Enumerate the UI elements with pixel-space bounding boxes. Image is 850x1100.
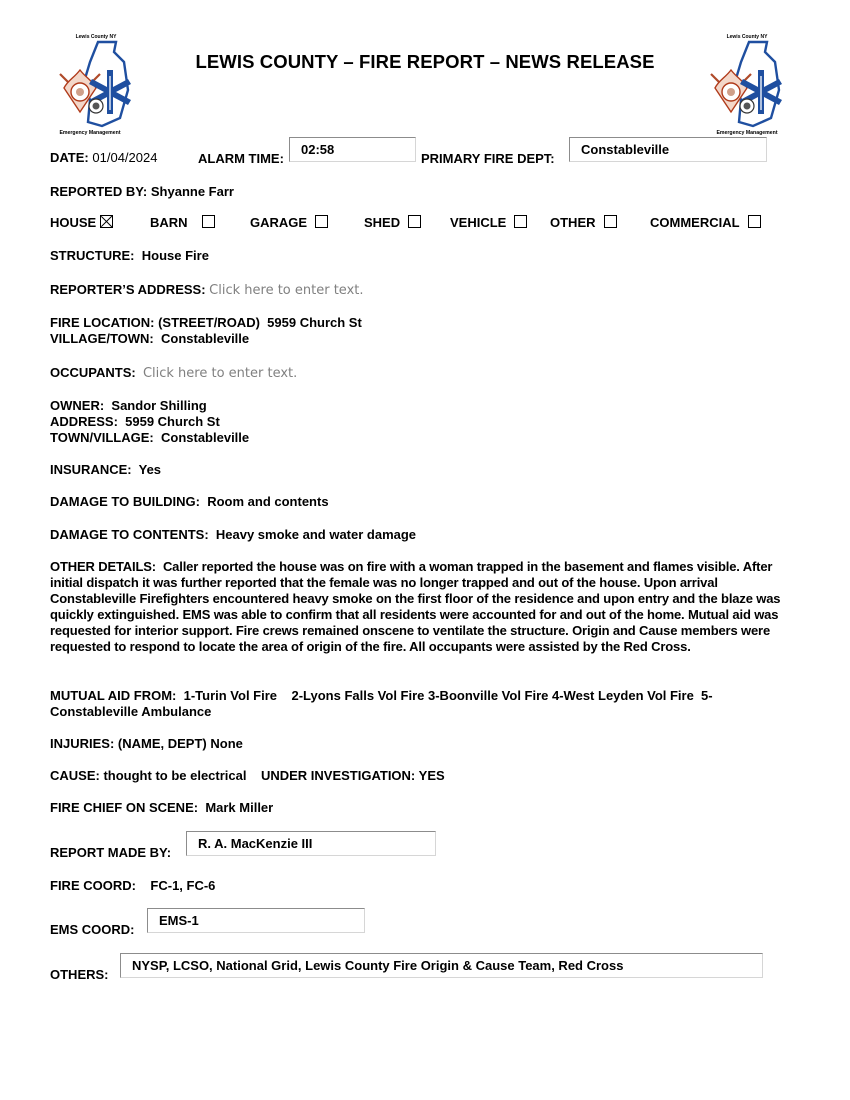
emergency-management-logo-left: [50, 30, 140, 138]
fire-location-value: 5959 Church St: [267, 315, 362, 330]
checkbox-house[interactable]: [50, 215, 113, 230]
checkbox-shed[interactable]: [364, 215, 421, 230]
ems-coord-label: EMS COORD:: [50, 922, 135, 937]
logo-top-text: Lewis County NY: [75, 34, 117, 40]
injuries-value: None: [210, 736, 243, 751]
fire-chief-value: Mark Miller: [205, 800, 274, 815]
checkbox-empty-icon[interactable]: [604, 215, 617, 228]
owner-address-row: [50, 414, 220, 430]
checkbox-vehicle[interactable]: [450, 215, 527, 230]
checkbox-empty-icon[interactable]: [202, 215, 215, 228]
cause-label: CAUSE:: [50, 768, 100, 783]
date-value: 01/04/2024: [92, 150, 158, 165]
mutual-aid-value: 1-Turin Vol Fire 2-Lyons Falls Vol Fire 3-Boonville Vol Fire 4-West Leyden Vol Fire 5-Constableville Ambulance: [50, 688, 713, 720]
logo-top-text: Lewis County NY: [726, 34, 768, 40]
checkbox-empty-icon[interactable]: [408, 215, 421, 228]
checkbox-label: SHED: [364, 215, 401, 230]
occupants-row: [50, 365, 297, 382]
primary-dept-label: PRIMARY FIRE DEPT:: [421, 151, 555, 166]
damage-contents-row: [50, 527, 416, 543]
checkbox-label: VEHICLE: [450, 215, 507, 230]
checkbox-label: HOUSE: [50, 215, 97, 230]
checkbox-garage[interactable]: [250, 215, 328, 230]
ems-coord-field[interactable]: EMS-1: [147, 908, 365, 933]
owner-value: Sandor Shilling: [111, 398, 207, 413]
checkbox-other[interactable]: [550, 215, 617, 230]
logo-bottom-text: Emergency Management: [59, 130, 121, 136]
owner-address-value: 5959 Church St: [125, 414, 220, 429]
reporter-address-label: REPORTER’S ADDRESS:: [50, 282, 206, 297]
owner-address-label: ADDRESS:: [50, 414, 118, 429]
damage-building-value: Room and contents: [207, 494, 329, 509]
owner-label: OWNER:: [50, 398, 105, 413]
report-made-by-field[interactable]: R. A. MacKenzie III: [186, 831, 436, 856]
fire-coord-value: FC-1, FC-6: [150, 878, 216, 893]
checkbox-barn[interactable]: [150, 215, 215, 230]
village-town-row: [50, 331, 249, 347]
structure-row: [50, 248, 209, 264]
reported-by-row: [50, 184, 234, 200]
cause-row: [50, 768, 445, 784]
fire-chief-label: FIRE CHIEF ON SCENE:: [50, 800, 199, 815]
logo-bottom-text: Emergency Management: [716, 130, 778, 136]
insurance-label: INSURANCE:: [50, 462, 132, 477]
investigation-label: UNDER INVESTIGATION:: [260, 768, 416, 783]
checkbox-label: GARAGE: [250, 215, 308, 230]
checkbox-checked-icon[interactable]: [100, 215, 113, 228]
other-details-paragraph: [50, 559, 802, 656]
emergency-management-logo-right: [701, 30, 791, 138]
reporter-address-field[interactable]: Click here to enter text.: [209, 283, 364, 298]
injuries-row: [50, 736, 243, 752]
mutual-aid-paragraph: [50, 688, 785, 720]
structure-label: STRUCTURE:: [50, 248, 135, 263]
checkbox-commercial[interactable]: [650, 215, 761, 230]
damage-building-row: [50, 494, 329, 510]
owner-row: [50, 398, 207, 414]
others-label: OTHERS:: [50, 967, 109, 982]
fire-coord-label: FIRE COORD:: [50, 878, 136, 893]
checkbox-empty-icon[interactable]: [315, 215, 328, 228]
page-title: LEWIS COUNTY – FIRE REPORT – NEWS RELEASE: [195, 51, 655, 72]
fire-chief-row: [50, 800, 273, 816]
checkbox-label: BARN: [150, 215, 188, 230]
reported-by-value: Shyanne Farr: [150, 184, 234, 199]
checkbox-empty-icon[interactable]: [514, 215, 527, 228]
insurance-value: Yes: [138, 462, 162, 477]
village-town-label: VILLAGE/TOWN:: [50, 331, 154, 346]
alarm-time-field[interactable]: 02:58: [289, 137, 416, 162]
reporter-address-row: [50, 282, 364, 299]
others-field[interactable]: NYSP, LCSO, National Grid, Lewis County Fire Origin & Cause Team, Red Cross: [120, 953, 763, 978]
report-made-by-label: REPORT MADE BY:: [50, 845, 172, 860]
checkbox-label: COMMERCIAL: [650, 215, 740, 230]
occupants-field[interactable]: Click here to enter text.: [142, 366, 298, 381]
logo-emblem: [701, 30, 791, 138]
damage-contents-label: DAMAGE TO CONTENTS:: [50, 527, 209, 542]
occupants-label: OCCUPANTS:: [50, 365, 136, 380]
structure-type-checkboxes: [50, 215, 780, 233]
damage-contents-value: Heavy smoke and water damage: [215, 527, 417, 542]
primary-dept-field[interactable]: Constableville: [569, 137, 767, 162]
other-details-value: Caller reported the house was on fire with a woman trapped in the basement and flames visible. After initial dispatch it was further reported that the female was no longer trapped and out of the house. Upon arrival Constableville Firefighters encountered heavy smoke on the first floor of the residence and upon entry and the blaze was quickly extinguished. EMS was able to confirm that all residents were accounted for and out of the home. Mutual aid was requested for interior support. Fire crews remained onscene to ventilate the structure. Origin and Cause members were requested to respond to locate the area of origin of the fire. All occupants were assisted by the Red Cross.: [50, 559, 781, 655]
alarm-time-label: ALARM TIME:: [198, 151, 284, 166]
structure-value: House Fire: [141, 248, 209, 263]
checkbox-label: OTHER: [550, 215, 596, 230]
owner-town-value: Constableville: [161, 430, 250, 445]
insurance-row: [50, 462, 161, 478]
other-details-label: OTHER DETAILS:: [50, 559, 156, 574]
date-row: [50, 150, 157, 166]
owner-town-row: [50, 430, 249, 446]
injuries-label: INJURIES: (NAME, DEPT): [50, 736, 207, 751]
mutual-aid-label: MUTUAL AID FROM:: [50, 688, 177, 703]
fire-coord-row: [50, 878, 215, 894]
village-town-value: Constableville: [161, 331, 250, 346]
investigation-value: YES: [418, 768, 445, 783]
cause-value: thought to be electrical: [103, 768, 247, 783]
owner-town-label: TOWN/VILLAGE:: [50, 430, 154, 445]
damage-building-label: DAMAGE TO BUILDING:: [50, 494, 200, 509]
fire-location-row: [50, 315, 362, 331]
date-label: DATE:: [50, 150, 89, 165]
fire-location-label: FIRE LOCATION: (STREET/ROAD): [50, 315, 260, 330]
checkbox-empty-icon[interactable]: [748, 215, 761, 228]
reported-by-label: REPORTED BY:: [50, 184, 148, 199]
logo-emblem: [50, 30, 140, 138]
